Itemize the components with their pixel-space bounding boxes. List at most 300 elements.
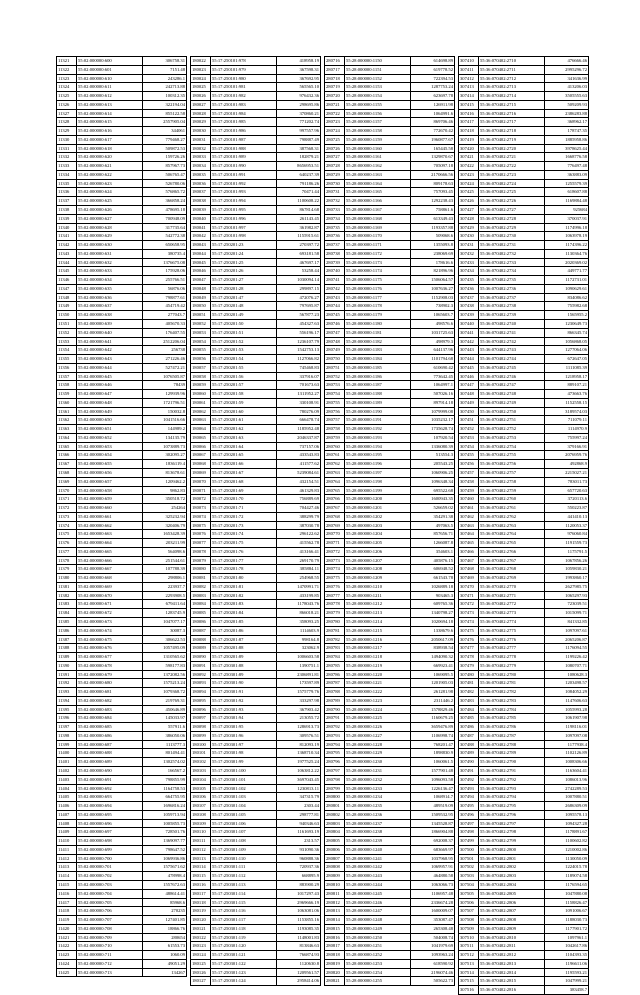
- row-number-cell: 307475: [459, 626, 479, 635]
- value-cell: 296122.62: [277, 530, 321, 539]
- row-number-cell: 180105: [191, 784, 211, 793]
- table-column-2: [190, 56, 317, 986]
- row-number-cell: 280771: [325, 539, 345, 548]
- cadastral-number-cell: 55:28:000000:1154: [345, 92, 411, 101]
- row-number-cell: 11358: [57, 381, 77, 390]
- value-cell: 1177938.4: [545, 740, 589, 749]
- table-row: [191, 942, 321, 951]
- table-row: [191, 214, 321, 223]
- value-cell: 669923.41: [411, 661, 455, 670]
- value-cell: 251544.61: [143, 556, 187, 565]
- table-row: [191, 109, 321, 118]
- table-column-4: [458, 56, 585, 995]
- table-row: [459, 740, 589, 749]
- row-number-cell: 280807: [325, 854, 345, 863]
- cadastral-number-cell: 55:36:070402:2808: [479, 916, 545, 925]
- cadastral-number-cell: 55:28:000000:1198: [345, 477, 411, 486]
- cadastral-number-cell: 55:17:250301:106: [211, 819, 277, 828]
- table-row: [57, 179, 187, 188]
- row-number-cell: 280789: [325, 696, 345, 705]
- row-number-cell: 280742: [325, 284, 345, 293]
- value-cell: 841332.85: [545, 618, 589, 627]
- table-row: [57, 83, 187, 92]
- table-row: [57, 372, 187, 381]
- table-row: [459, 433, 589, 442]
- cadastral-number-cell: 55:17:250201:50: [211, 319, 277, 328]
- table-row: [191, 153, 321, 162]
- cadastral-number-cell: 55:36:070402:2741: [479, 328, 545, 337]
- row-number-cell: 280804: [325, 828, 345, 837]
- cadastral-number-cell: 55:28:000000:1165: [345, 188, 411, 197]
- row-number-cell: 180051: [191, 311, 211, 320]
- table-row: [459, 845, 589, 854]
- table-row: [325, 889, 455, 898]
- value-cell: 173597.89: [277, 679, 321, 688]
- row-number-cell: 180113: [191, 854, 211, 863]
- value-cell: 1577901.48: [411, 767, 455, 776]
- value-cell: 107920.54: [411, 433, 455, 442]
- table-row: [191, 688, 321, 697]
- row-number-cell: 280821: [325, 977, 345, 986]
- table-row: [191, 135, 321, 144]
- cadastral-number-cell: 55:02:000000:622: [77, 170, 143, 179]
- row-number-cell: 307480: [459, 670, 479, 679]
- cadastral-number-cell: 55:02:000000:700: [77, 854, 143, 863]
- value-cell: 1575213.24: [143, 679, 187, 688]
- row-number-cell: 11418: [57, 907, 77, 916]
- cadastral-number-cell: 55:02:000000:694: [77, 802, 143, 811]
- cadastral-number-cell: 55:28:000000:1192: [345, 425, 411, 434]
- row-number-cell: 11345: [57, 267, 77, 276]
- table-row: [191, 880, 321, 889]
- cadastral-number-cell: 55:36:070402:2788: [479, 740, 545, 749]
- table-row: [191, 714, 321, 723]
- table-row: [191, 758, 321, 767]
- row-number-cell: 307495: [459, 802, 479, 811]
- value-cell: 1148001.83: [277, 933, 321, 942]
- cadastral-number-cell: 55:02:000000:675: [77, 635, 143, 644]
- table-row: [325, 100, 455, 109]
- cadastral-number-cell: 55:36:070402:2753: [479, 433, 545, 442]
- value-cell: 2386283.88: [545, 109, 589, 118]
- table-row: [57, 65, 187, 74]
- table-row: [57, 109, 187, 118]
- cadastral-number-cell: 55:28:000000:1212: [345, 600, 411, 609]
- row-number-cell: 307478: [459, 653, 479, 662]
- value-cell: 798877.61: [143, 293, 187, 302]
- value-cell: 370860.21: [277, 109, 321, 118]
- row-number-cell: 11322: [57, 65, 77, 74]
- table-row: [459, 381, 589, 390]
- cadastral-number-cell: 55:02:000000:711: [77, 951, 143, 960]
- table-row: [325, 679, 455, 688]
- row-number-cell: 307454: [459, 442, 479, 451]
- value-cell: 370037.91: [545, 214, 589, 223]
- row-number-cell: 307458: [459, 477, 479, 486]
- value-cell: 2311446.2: [411, 696, 455, 705]
- value-cell: 277043.7: [143, 311, 187, 320]
- table-row: [57, 784, 187, 793]
- value-cell: 367903.42: [277, 705, 321, 714]
- value-cell: 78439: [143, 381, 187, 390]
- table-row: [191, 723, 321, 732]
- value-cell: 834086.62: [545, 293, 589, 302]
- cadastral-number-cell: 55:28:000000:1243: [345, 872, 411, 881]
- cadastral-number-cell: 55:36:070402:2725: [479, 188, 545, 197]
- table-row: [459, 504, 589, 513]
- value-cell: 3720113.6: [545, 495, 589, 504]
- value-cell: 513554.3: [411, 451, 455, 460]
- value-cell: 1130050.09: [545, 854, 589, 863]
- row-number-cell: 180040: [191, 214, 211, 223]
- table-row: [459, 670, 589, 679]
- cadastral-number-cell: 55:02:000000:623: [77, 179, 143, 188]
- value-cell: 711079.11: [545, 416, 589, 425]
- cadastral-number-cell: 55:28:000000:1223: [345, 696, 411, 705]
- value-cell: 2170666.56: [411, 170, 455, 179]
- value-cell: 1096348.34: [411, 477, 455, 486]
- value-cell: 5239084.61: [277, 468, 321, 477]
- table-row: [191, 784, 321, 793]
- table-row: [459, 232, 589, 241]
- cadastral-number-cell: 55:02:000000:642: [77, 346, 143, 355]
- cadastral-number-cell: 55:17:250201:89: [211, 653, 277, 662]
- row-number-cell: 180082: [191, 582, 211, 591]
- table-row: [459, 618, 589, 627]
- row-number-cell: 280783: [325, 644, 345, 653]
- row-number-cell: 180093: [191, 679, 211, 688]
- table-row: [325, 249, 455, 258]
- cadastral-number-cell: 55:02:000000:641: [77, 337, 143, 346]
- row-number-cell: 180125: [191, 959, 211, 968]
- value-cell: 309576.51: [277, 731, 321, 740]
- cadastral-number-cell: 55:28:000000:1238: [345, 828, 411, 837]
- row-number-cell: 307414: [459, 92, 479, 101]
- row-number-cell: 11340: [57, 223, 77, 232]
- row-number-cell: 280786: [325, 670, 345, 679]
- table-row: [325, 591, 455, 600]
- cadastral-number-cell: 55:17:250201:64: [211, 442, 277, 451]
- value-cell: 1668776.58: [545, 153, 589, 162]
- value-cell: 261143.45: [277, 214, 321, 223]
- table-row: [57, 968, 187, 977]
- cadastral-number-cell: 55:17:250301:117: [211, 916, 277, 925]
- table-row: [191, 793, 321, 802]
- cadastral-number-cell: 55:28:000000:1182: [345, 337, 411, 346]
- row-number-cell: 280736: [325, 232, 345, 241]
- table-row: [57, 416, 187, 425]
- table-row: [191, 179, 321, 188]
- row-number-cell: 11383: [57, 600, 77, 609]
- table-row: [57, 644, 187, 653]
- cadastral-number-cell: 55:02:000000:614: [77, 109, 143, 118]
- value-cell: 745468.83: [277, 363, 321, 372]
- table-row: [325, 83, 455, 92]
- cadastral-number-cell: 55:17:250101:979: [211, 65, 277, 74]
- table-row: [459, 486, 589, 495]
- table-row: [325, 241, 455, 250]
- value-cell: 344061: [143, 127, 187, 136]
- value-cell: 2020369.02: [545, 258, 589, 267]
- value-cell: 776497.48: [545, 162, 589, 171]
- value-cell: 1097961.1: [545, 933, 589, 942]
- table-row: [459, 249, 589, 258]
- table-row: [191, 977, 321, 986]
- value-cell: 720937.36: [277, 863, 321, 872]
- table-row: [191, 495, 321, 504]
- cadastral-number-cell: 55:17:250301:103: [211, 793, 277, 802]
- cadastral-number-cell: 55:02:000000:637: [77, 302, 143, 311]
- value-cell: 509872.53: [143, 144, 187, 153]
- row-number-cell: 280808: [325, 863, 345, 872]
- row-number-cell: 11385: [57, 618, 77, 627]
- value-cell: 323062.9: [277, 644, 321, 653]
- row-number-cell: 180115: [191, 872, 211, 881]
- table-row: [325, 942, 455, 951]
- value-cell: 1086013.96: [545, 775, 589, 784]
- row-number-cell: 180034: [191, 162, 211, 171]
- table-row: [191, 626, 321, 635]
- cadastral-number-cell: 55:02:000000:705: [77, 898, 143, 907]
- table-row: [459, 942, 589, 951]
- value-cell: 1178891.67: [545, 828, 589, 837]
- table-row: [57, 468, 187, 477]
- row-number-cell: 307453: [459, 433, 479, 442]
- row-number-cell: 307432: [459, 249, 479, 258]
- row-number-cell: 11391: [57, 670, 77, 679]
- cadastral-number-cell: 55:28:000000:1224: [345, 705, 411, 714]
- value-cell: 1578829.46: [411, 705, 455, 714]
- cadastral-number-cell: 55:28:000000:1234: [345, 793, 411, 802]
- value-cell: 100312.35: [143, 92, 187, 101]
- row-number-cell: 307435: [459, 276, 479, 285]
- table-row: [459, 188, 589, 197]
- cadastral-number-cell: 55:36:070402:2776: [479, 635, 545, 644]
- row-number-cell: 11409: [57, 828, 77, 837]
- row-number-cell: 11338: [57, 206, 77, 215]
- row-number-cell: 180076: [191, 530, 211, 539]
- table-row: [57, 740, 187, 749]
- row-number-cell: 11349: [57, 302, 77, 311]
- row-number-cell: 180112: [191, 845, 211, 854]
- value-cell: 771202.74: [277, 118, 321, 127]
- value-cell: 1059830.21: [545, 565, 589, 574]
- row-number-cell: 307484: [459, 705, 479, 714]
- table-row: [459, 679, 589, 688]
- row-number-cell: 11330: [57, 135, 77, 144]
- value-cell: 2336674.28: [411, 898, 455, 907]
- value-cell: 798855.99: [143, 775, 187, 784]
- table-row: [191, 390, 321, 399]
- row-number-cell: 280797: [325, 767, 345, 776]
- cadastral-number-cell: 55:17:250201:52: [211, 337, 277, 346]
- value-cell: 623697.78: [411, 92, 455, 101]
- data-table: [56, 56, 187, 977]
- table-row: [459, 241, 589, 250]
- value-cell: 9862.83: [143, 486, 187, 495]
- value-cell: 489519.09: [411, 802, 455, 811]
- value-cell: 1079368.72: [143, 688, 187, 697]
- row-number-cell: 307502: [459, 863, 479, 872]
- row-number-cell: 280812: [325, 898, 345, 907]
- cadastral-number-cell: 55:17:250301:94: [211, 714, 277, 723]
- table-row: [459, 854, 589, 863]
- table-row: [191, 556, 321, 565]
- value-cell: 1176094.55: [545, 644, 589, 653]
- value-cell: 1026889.18: [411, 582, 455, 591]
- cadastral-number-cell: 55:28:000000:1158: [345, 127, 411, 136]
- cadastral-number-cell: 55:02:000000:634: [77, 276, 143, 285]
- table-row: [57, 758, 187, 767]
- table-row: [325, 416, 455, 425]
- row-number-cell: 280778: [325, 600, 345, 609]
- value-cell: 127401.85: [143, 916, 187, 925]
- value-cell: 337916.07: [277, 372, 321, 381]
- value-cell: 1147606.63: [545, 696, 589, 705]
- cadastral-number-cell: 55:17:250101:981: [211, 83, 277, 92]
- cadastral-number-cell: 55:28:000000:1178: [345, 302, 411, 311]
- cadastral-number-cell: 55:02:000000:652: [77, 433, 143, 442]
- cadastral-number-cell: 55:17:250101:985: [211, 118, 277, 127]
- cadastral-number-cell: 55:17:250201:54: [211, 355, 277, 364]
- row-number-cell: 280716: [325, 57, 345, 66]
- table-row: [459, 749, 589, 758]
- cadastral-number-cell: 55:36:070402:2751: [479, 416, 545, 425]
- cadastral-number-cell: 55:17:250201:78: [211, 565, 277, 574]
- value-cell: 159726.26: [143, 153, 187, 162]
- cadastral-number-cell: 55:36:070402:2798: [479, 828, 545, 837]
- value-cell: 700948.09: [143, 214, 187, 223]
- cadastral-number-cell: 55:28:000000:1174: [345, 267, 411, 276]
- table-row: [459, 390, 589, 399]
- row-number-cell: 280810: [325, 880, 345, 889]
- row-number-cell: 280755: [325, 398, 345, 407]
- data-table: [458, 56, 589, 995]
- value-cell: 940346.63: [277, 819, 321, 828]
- cadastral-number-cell: 55:02:000000:626: [77, 206, 143, 215]
- value-cell: 704427.46: [277, 504, 321, 513]
- table-row: [459, 889, 589, 898]
- value-cell: 322194.04: [143, 100, 187, 109]
- row-number-cell: 11366: [57, 451, 77, 460]
- cadastral-number-cell: 55:28:000000:1162: [345, 162, 411, 171]
- value-cell: 405670.33: [143, 319, 187, 328]
- table-row: [57, 802, 187, 811]
- value-cell: 1193085.35: [277, 924, 321, 933]
- value-cell: 1007636.27: [411, 284, 455, 293]
- table-row: [191, 170, 321, 179]
- row-number-cell: 280762: [325, 460, 345, 469]
- table-row: [191, 863, 321, 872]
- value-cell: 1735628.74: [411, 425, 455, 434]
- value-cell: 3697043.45: [277, 775, 321, 784]
- cadastral-number-cell: 55:17:250201:71: [211, 504, 277, 513]
- cadastral-number-cell: 55:36:070402:2737: [479, 293, 545, 302]
- cadastral-number-cell: 55:28:000000:1170: [345, 232, 411, 241]
- cadastral-number-cell: 55:17:250301:107: [211, 828, 277, 837]
- value-cell: 897914.18: [411, 398, 455, 407]
- value-cell: 791186.26: [277, 179, 321, 188]
- value-cell: 387568.31: [277, 144, 321, 153]
- value-cell: 1283745.9: [143, 609, 187, 618]
- value-cell: 107788.39: [143, 565, 187, 574]
- table-row: [57, 661, 187, 670]
- value-cell: 1172731.01: [545, 276, 589, 285]
- row-number-cell: 180023: [191, 65, 211, 74]
- row-number-cell: 307505: [459, 889, 479, 898]
- cadastral-number-cell: 55:28:000000:1229: [345, 749, 411, 758]
- table-row: [57, 547, 187, 556]
- cadastral-number-cell: 55:36:070402:2758: [479, 477, 545, 486]
- cadastral-number-cell: 55:02:000000:686: [77, 731, 143, 740]
- value-cell: 1506064.57: [411, 276, 455, 285]
- table-row: [191, 355, 321, 364]
- row-number-cell: 180052: [191, 319, 211, 328]
- cadastral-number-cell: 55:17:250201:85: [211, 618, 277, 627]
- cadastral-number-cell: 55:28:000000:1194: [345, 442, 411, 451]
- cadastral-number-cell: 55:36:070402:2714: [479, 92, 545, 101]
- row-number-cell: 180057: [191, 363, 211, 372]
- value-cell: 695522.68: [411, 486, 455, 495]
- value-cell: 238069.69: [411, 249, 455, 258]
- value-cell: 2557905.04: [143, 118, 187, 127]
- value-cell: 361982.87: [277, 223, 321, 232]
- value-cell: 664755.95: [143, 793, 187, 802]
- cadastral-number-cell: 55:36:070402:2715: [479, 100, 545, 109]
- table-row: [191, 57, 321, 66]
- cadastral-number-cell: 55:36:070402:2800: [479, 845, 545, 854]
- cadastral-number-cell: 55:28:000000:1193: [345, 433, 411, 442]
- table-row: [57, 723, 187, 732]
- row-number-cell: 307501: [459, 854, 479, 863]
- row-number-cell: 307460: [459, 495, 479, 504]
- table-row: [325, 433, 455, 442]
- value-cell: 467697.17: [277, 258, 321, 267]
- cadastral-number-cell: 55:02:000000:697: [77, 828, 143, 837]
- row-number-cell: 307481: [459, 679, 479, 688]
- table-row: [325, 442, 455, 451]
- row-number-cell: 11325: [57, 92, 77, 101]
- value-cell: 1163604.41: [545, 767, 589, 776]
- row-number-cell: 307415: [459, 100, 479, 109]
- table-row: [57, 346, 187, 355]
- row-number-cell: 180056: [191, 355, 211, 364]
- row-number-cell: 307516: [459, 986, 479, 995]
- value-cell: 1079999.08: [411, 407, 455, 416]
- table-row: [325, 311, 455, 320]
- value-cell: 1006603.58: [277, 653, 321, 662]
- value-cell: 30087.3: [143, 626, 187, 635]
- row-number-cell: 280751: [325, 363, 345, 372]
- table-row: [57, 626, 187, 635]
- row-number-cell: 307434: [459, 267, 479, 276]
- value-cell: 363883.09: [545, 170, 589, 179]
- row-number-cell: 280802: [325, 810, 345, 819]
- value-cell: 1097097.61: [545, 626, 589, 635]
- table-row: [325, 57, 455, 66]
- cadastral-number-cell: 55:28:000000:1232: [345, 775, 411, 784]
- table-row: [191, 661, 321, 670]
- row-number-cell: 280758: [325, 425, 345, 434]
- cadastral-number-cell: 55:02:000000:659: [77, 495, 143, 504]
- row-number-cell: 307488: [459, 740, 479, 749]
- cadastral-number-cell: 55:28:000000:1215: [345, 626, 411, 635]
- row-number-cell: 280753: [325, 381, 345, 390]
- table-row: [191, 118, 321, 127]
- table-row: [57, 959, 187, 968]
- table-row: [325, 635, 455, 644]
- row-number-cell: 280759: [325, 433, 345, 442]
